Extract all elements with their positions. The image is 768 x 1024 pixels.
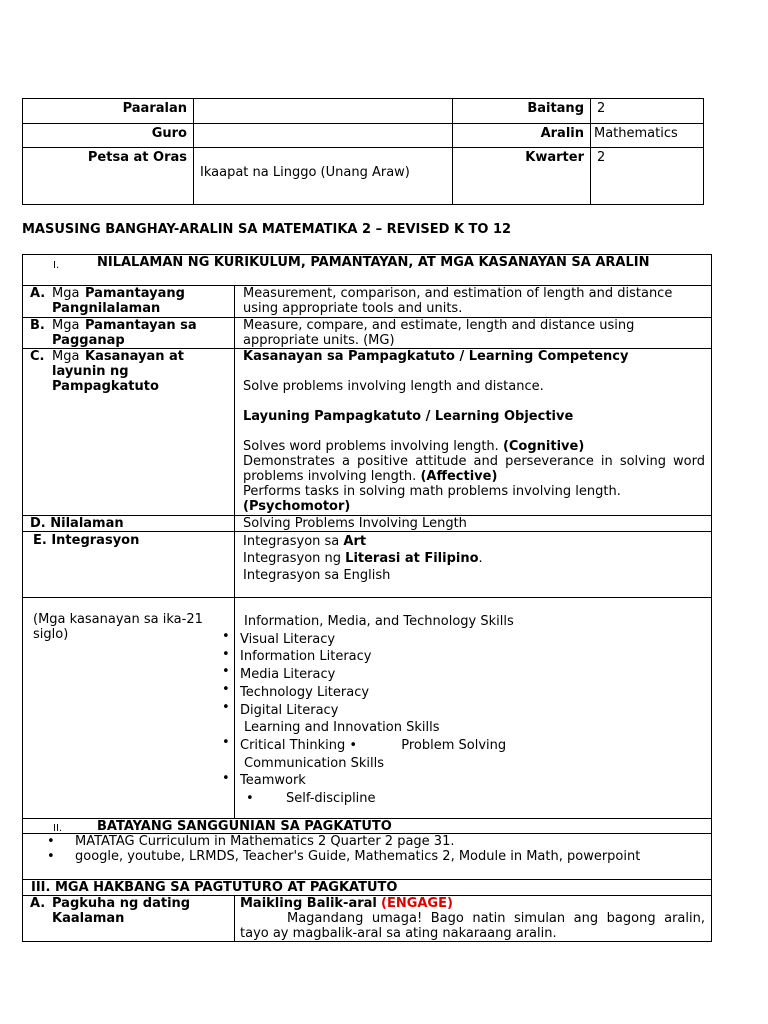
row-competencies bbox=[23, 349, 712, 516]
row-b-mga: Mga bbox=[52, 318, 80, 333]
row-b-value: Measure, compare, and estimate, length and distance using appropriate units. (MG) bbox=[235, 318, 712, 349]
objective-affective bbox=[243, 454, 705, 484]
row-e-label: E. Integrasyon bbox=[23, 532, 235, 598]
section-2-title: BATAYANG SANGGUNIAN SA PAGKATUTO bbox=[97, 819, 392, 834]
row-b-letter: B. bbox=[30, 318, 45, 333]
bullet-icon: • bbox=[47, 834, 55, 849]
quarter-value[interactable]: 2 bbox=[591, 148, 704, 205]
objective-psychomotor-text: Performs tasks in solving math problems involving length. bbox=[243, 484, 621, 499]
skills-group-imt: Information, Media, and Technology Skills bbox=[244, 614, 514, 629]
row-a-letter: A. bbox=[30, 286, 46, 301]
skills-bullets-left bbox=[222, 628, 230, 787]
section-3-title: III. MGA HAKBANG SA PAGTUTURO AT PAGKATUTO bbox=[23, 880, 712, 896]
bullet-icon bbox=[222, 717, 230, 735]
review-heading bbox=[240, 896, 705, 911]
reference-item: google, youtube, LRMDS, Teacher's Guide, Mathematics 2, Module in Math, powerpoint bbox=[75, 849, 641, 864]
section-1-heading-row bbox=[23, 255, 712, 286]
engage-tag: (ENGAGE) bbox=[381, 896, 453, 911]
quarter-label: Kwarter bbox=[453, 148, 591, 205]
header-table bbox=[22, 98, 704, 205]
row-c-label: Kasanayan at layunin ng Pampagkatuto bbox=[52, 349, 184, 394]
competency-text: Solve problems involving length and distance. bbox=[243, 379, 544, 394]
affective-tag: (Affective) bbox=[420, 469, 498, 484]
integration-filipino-prefix: Integrasyon ng bbox=[243, 551, 342, 566]
row-b-label: Pamantayan sa Pagganap bbox=[52, 318, 197, 348]
integration-art bbox=[243, 533, 711, 550]
integration-filipino-period: . bbox=[478, 551, 483, 566]
skill-critical-problem bbox=[240, 737, 713, 755]
skill-self-discipline: Self-discipline bbox=[286, 791, 376, 807]
skill-visual-literacy: Visual Literacy bbox=[240, 631, 336, 647]
skill-media-literacy: Media Literacy bbox=[240, 667, 336, 683]
row-references bbox=[23, 834, 712, 880]
row-performance-standards bbox=[23, 318, 712, 349]
row-a-value: Measurement, comparison, and estimation of length and distance using appropriate tools and units. bbox=[235, 286, 712, 318]
row-d-value: Solving Problems Involving Length bbox=[235, 516, 712, 532]
section-2-number: II. bbox=[53, 823, 63, 834]
section-2-heading-row bbox=[23, 819, 712, 834]
skill-communication: Communication Skills bbox=[244, 755, 384, 771]
skill-technology-literacy: Technology Literacy bbox=[240, 684, 370, 700]
bullet-icon: • bbox=[222, 646, 230, 662]
skill-self-discipline-row bbox=[243, 790, 713, 808]
document-title: MASUSING BANGHAY-ARALIN SA MATEMATIKA 2 – REVISED K TO 12 bbox=[22, 222, 512, 237]
section-1-title: NILALAMAN NG KURIKULUM, PAMANTAYAN, AT MGA KASANAYAN SA ARALIN bbox=[97, 255, 650, 270]
objective-affective-text: Demonstrates a positive attitude and perseverance in solving word problems involving length. bbox=[243, 454, 705, 484]
row-a-label: Pamantayang Pangnilalaman bbox=[52, 286, 185, 316]
bullet-icon: • bbox=[222, 735, 230, 751]
row-c-letter: C. bbox=[30, 349, 45, 364]
bullet-icon: • bbox=[222, 699, 230, 715]
school-value[interactable] bbox=[194, 99, 453, 124]
skill-information-literacy: Information Literacy bbox=[240, 649, 372, 665]
objective-cognitive-text: Solves word problems involving length. bbox=[243, 439, 499, 454]
integration-art-subject: Art bbox=[343, 534, 367, 549]
skills-label: (Mga kasanayan sa ika-21 siglo) bbox=[33, 612, 203, 642]
skill-problem-solving: Problem Solving bbox=[401, 737, 507, 753]
row-21st-century-skills bbox=[23, 598, 712, 819]
lesson-plan-table bbox=[22, 254, 712, 942]
date-value[interactable]: Ikaapat na Linggo (Unang Araw) bbox=[194, 148, 453, 205]
row-3a-label: Pagkuha ng dating Kaalaman bbox=[52, 896, 191, 926]
bullet-icon: • bbox=[222, 682, 230, 698]
subject-label: Aralin bbox=[453, 124, 591, 148]
psychomotor-tag: (Psychomotor) bbox=[243, 499, 351, 514]
row-integration bbox=[23, 532, 712, 598]
date-label: Petsa at Oras bbox=[23, 148, 194, 205]
row-c-mga: Mga bbox=[52, 349, 80, 364]
bullet-icon: • bbox=[222, 770, 230, 786]
skill-critical-thinking: Critical Thinking bbox=[240, 737, 346, 753]
review-text: Magandang umaga! Bago natin simulan ang bagong aralin, tayo ay magbalik-aral sa ating nakaraang aralin. bbox=[240, 911, 705, 941]
objective-heading: Layuning Pampagkatuto / Learning Objective bbox=[243, 409, 574, 424]
skill-teamwork: Teamwork bbox=[240, 773, 306, 789]
integration-filipino bbox=[243, 550, 711, 567]
review-title: Maikling Balik-aral bbox=[240, 896, 377, 911]
skills-group-learning: Learning and Innovation Skills bbox=[244, 720, 440, 736]
objective-cognitive bbox=[243, 439, 705, 454]
reference-item: MATATAG Curriculum in Mathematics 2 Quarter 2 page 31. bbox=[75, 834, 455, 849]
skill-digital-literacy: Digital Literacy bbox=[240, 702, 339, 718]
section-1-number: I. bbox=[53, 260, 60, 271]
row-3a-letter: A. bbox=[30, 896, 46, 911]
integration-english: Integrasyon sa English bbox=[243, 568, 391, 583]
school-label: Paaralan bbox=[23, 99, 194, 124]
cognitive-tag: (Cognitive) bbox=[502, 439, 585, 454]
bullet-icon bbox=[222, 752, 230, 770]
row-prior-knowledge bbox=[23, 896, 712, 942]
row-d-label: D. Nilalaman bbox=[23, 516, 235, 532]
row-content bbox=[23, 516, 712, 532]
bullet-icon: • bbox=[222, 629, 230, 644]
row-a-mga: Mga bbox=[52, 286, 80, 301]
grade-value[interactable]: 2 bbox=[591, 99, 704, 124]
teacher-label: Guro bbox=[23, 124, 194, 148]
bullet-icon: • bbox=[246, 791, 254, 807]
grade-label: Baitang bbox=[453, 99, 591, 124]
integration-filipino-subject: Literasi at Filipino bbox=[345, 551, 479, 566]
bullet-icon: • bbox=[47, 849, 55, 864]
teacher-value[interactable] bbox=[194, 124, 453, 148]
competency-heading: Kasanayan sa Pampagkatuto / Learning Competency bbox=[243, 349, 629, 364]
subject-value[interactable]: Mathematics bbox=[591, 124, 704, 148]
section-3-heading-row bbox=[23, 880, 712, 896]
objective-psychomotor bbox=[243, 484, 705, 514]
integration-art-prefix: Integrasyon sa bbox=[243, 534, 340, 549]
bullet-icon: • bbox=[222, 664, 230, 680]
bullet-icon: • bbox=[345, 737, 358, 753]
row-content-standards bbox=[23, 286, 712, 318]
